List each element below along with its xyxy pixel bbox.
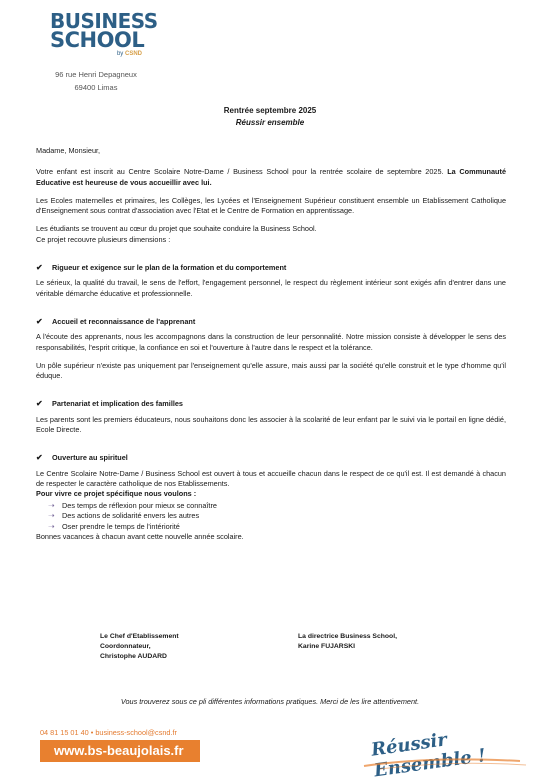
- address-line1: 96 rue Henri Depagneux: [55, 70, 137, 79]
- establishment-paragraph: Les Ecoles maternelles et primaires, les Collèges, les Lycées et l'Enseignement Supérieur constituent ensemble un Etablissement Catholique d'Enseignement sous contrat d'association avec l'Etat et le Centre de Formation en apprentissage.: [36, 195, 506, 216]
- intro-paragraph: Votre enfant est inscrit au Centre Scolaire Notre-Dame / Business School pour la rentrée scolaire de septembre 2025. La Communauté Educative est heureuse de vous accueillir avec lui.: [36, 167, 507, 187]
- address-line2: 69400 Limas: [74, 83, 118, 92]
- contact-line: [40, 728, 177, 737]
- logo-brand: CSND: [124, 51, 142, 57]
- swoosh-decoration: [360, 752, 530, 772]
- list-item: ➝ Des actions de solidarité envers les autres: [48, 511, 200, 521]
- section-paragraph: Un pôle supérieur n'existe pas uniquement par l'enseignement qu'elle assure, mais aussi par la société qu'elle construit et le type d'homme qu'il éduque.: [36, 360, 506, 381]
- intro-bold: La Communauté Educative est heureuse de vous accueillir avec lui.: [36, 167, 507, 187]
- email-link[interactable]: business-school@csnd.fr: [95, 728, 177, 737]
- arrow-icon: ➝: [48, 521, 55, 531]
- section-heading: ✔ Rigueur et exigence sur le plan de la formation et du comportement: [36, 263, 287, 273]
- slogan: Réussir Ensemble !: [369, 729, 488, 782]
- footer-note: Vous trouverez sous ce pli différentes informations pratiques. Merci de les lire attentivement.: [120, 697, 420, 706]
- list-item: ➝ Des temps de réflexion pour mieux se connaître: [48, 500, 217, 510]
- phone-number: 04 81 15 01 40: [40, 728, 89, 737]
- school-address: [46, 68, 146, 94]
- separator: •: [90, 728, 94, 737]
- project-line1: Les étudiants se trouvent au cœur du projet que souhaite conduire la Business School.: [36, 224, 317, 234]
- logo-line2: SCHOOL: [50, 28, 145, 52]
- website-link[interactable]: www.bs-beaujolais.fr: [40, 740, 200, 762]
- section-heading: ✔ Partenariat et implication des familles: [36, 399, 183, 409]
- logo-line1: BUSINESS: [50, 9, 158, 33]
- projet-heading: Pour vivre ce projet spécifique nous voulons :: [36, 489, 197, 499]
- list-item: ➝ Oser prendre le temps de l'intériorité: [48, 521, 180, 531]
- projet-list: [36, 501, 506, 533]
- letter-body: [36, 146, 506, 542]
- signature-left: Le Chef d'Etablissement Coordonnateur, Christophe AUDARD: [100, 633, 179, 660]
- signature-right: La directrice Business School, Karine FUJARSKI: [298, 633, 397, 650]
- checkmark-icon: ✔: [36, 453, 43, 463]
- section-paragraph: A l'écoute des apprenants, nous les accompagnons dans la construction de leur personnalité. Notre mission consiste à développer le sens des responsabilités, l'esprit critique, la confiance en soi et l'ouverture à l'autre dans le respect et la tolérance.: [36, 332, 506, 352]
- checkmark-icon: ✔: [36, 399, 43, 409]
- checkmark-icon: ✔: [36, 263, 43, 273]
- greeting: Madame, Monsieur,: [36, 146, 101, 155]
- section-heading: ✔ Accueil et reconnaissance de l'apprenant: [36, 316, 196, 326]
- section-paragraph: Le Centre Scolaire Notre-Dame / Business School est ouvert à tous et accueille chacun dans le respect de ce qu'il est. Il est demandé à chacun de respecter le caractère catholique de nos Etablissements.: [36, 468, 506, 488]
- arrow-icon: ➝: [48, 511, 55, 521]
- closing-line: Bonnes vacances à chacun avant cette nouvelle année scolaire.: [36, 532, 244, 542]
- section-paragraph: Le sérieux, la qualité du travail, le sens de l'effort, l'engagement personnel, le respect du règlement intérieur sont exigés afin d'entrer dans une véritable démarche éducative et professionnelle.: [36, 278, 506, 298]
- section-heading: ✔ Ouverture au spirituel: [36, 453, 128, 463]
- checkmark-icon: ✔: [36, 316, 43, 326]
- section-paragraph: Les parents sont les premiers éducateurs, nous souhaitons donc les associer à la scolarité de leur enfant par le suivi via le portail en ligne dédié, Ecole Directe.: [36, 414, 506, 435]
- letter-subtitle: Réussir ensemble: [235, 118, 305, 127]
- logo-by: by CSND: [116, 51, 142, 57]
- project-line2: Ce projet recouvre plusieurs dimensions :: [36, 234, 171, 244]
- arrow-icon: ➝: [48, 500, 55, 510]
- letter-title: Rentrée septembre 2025: [223, 106, 317, 115]
- business-school-logo: [50, 9, 158, 57]
